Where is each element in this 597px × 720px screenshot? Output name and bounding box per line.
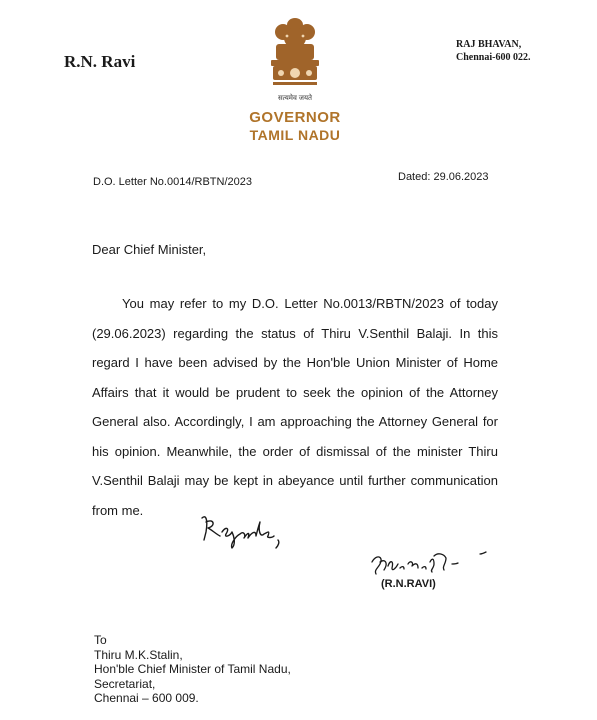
body-paragraph: You may refer to my D.O. Letter No.0013/RBTN/2023 of today (29.06.2023) regarding the status of Thiru V.Senthil Balaji. In this regard I have been advised by the Hon'ble Union Minister of Home Affairs that it would be prudent to seek the opinion of the Attorney General also. Accordingly, I am approaching the Attorney General for his opinion. Meanwhile, the order of dismissal of the minister Thiru V.Senthil Balaji may be kept in abeyance until further communication from me. (92, 296, 498, 518)
recipient-designation: Hon'ble Chief Minister of Tamil Nadu, (94, 662, 291, 677)
emblem-motto: सत्यमेव जयते (277, 95, 313, 102)
recipient-office: Secretariat, (94, 676, 156, 691)
address-line-1: RAJ BHAVAN, (456, 39, 522, 50)
regards-handwriting (198, 510, 286, 550)
sender-address (456, 38, 530, 64)
letter-number: D.O. Letter No.0014/RBTN/2023 (93, 176, 252, 188)
office-title-governor: GOVERNOR (249, 109, 341, 126)
letter-body (92, 289, 498, 525)
recipient-city: Chennai – 600 009. (94, 691, 199, 706)
sender-name: R.N. Ravi (64, 52, 136, 71)
recipient-name: Thiru M.K.Stalin, (94, 647, 183, 662)
letter-date: Dated: 29.06.2023 (398, 171, 489, 183)
address-line-2: Chennai-600 022. (456, 52, 531, 63)
salutation: Dear Chief Minister, (92, 242, 207, 257)
office-title-state: TAMIL NADU (249, 127, 341, 143)
signatory-name: (R.N.RAVI) (381, 578, 436, 590)
state-emblem-icon (259, 16, 331, 94)
to-label: To (94, 633, 107, 647)
signature-handwriting (368, 548, 488, 582)
recipient-address (94, 633, 291, 706)
